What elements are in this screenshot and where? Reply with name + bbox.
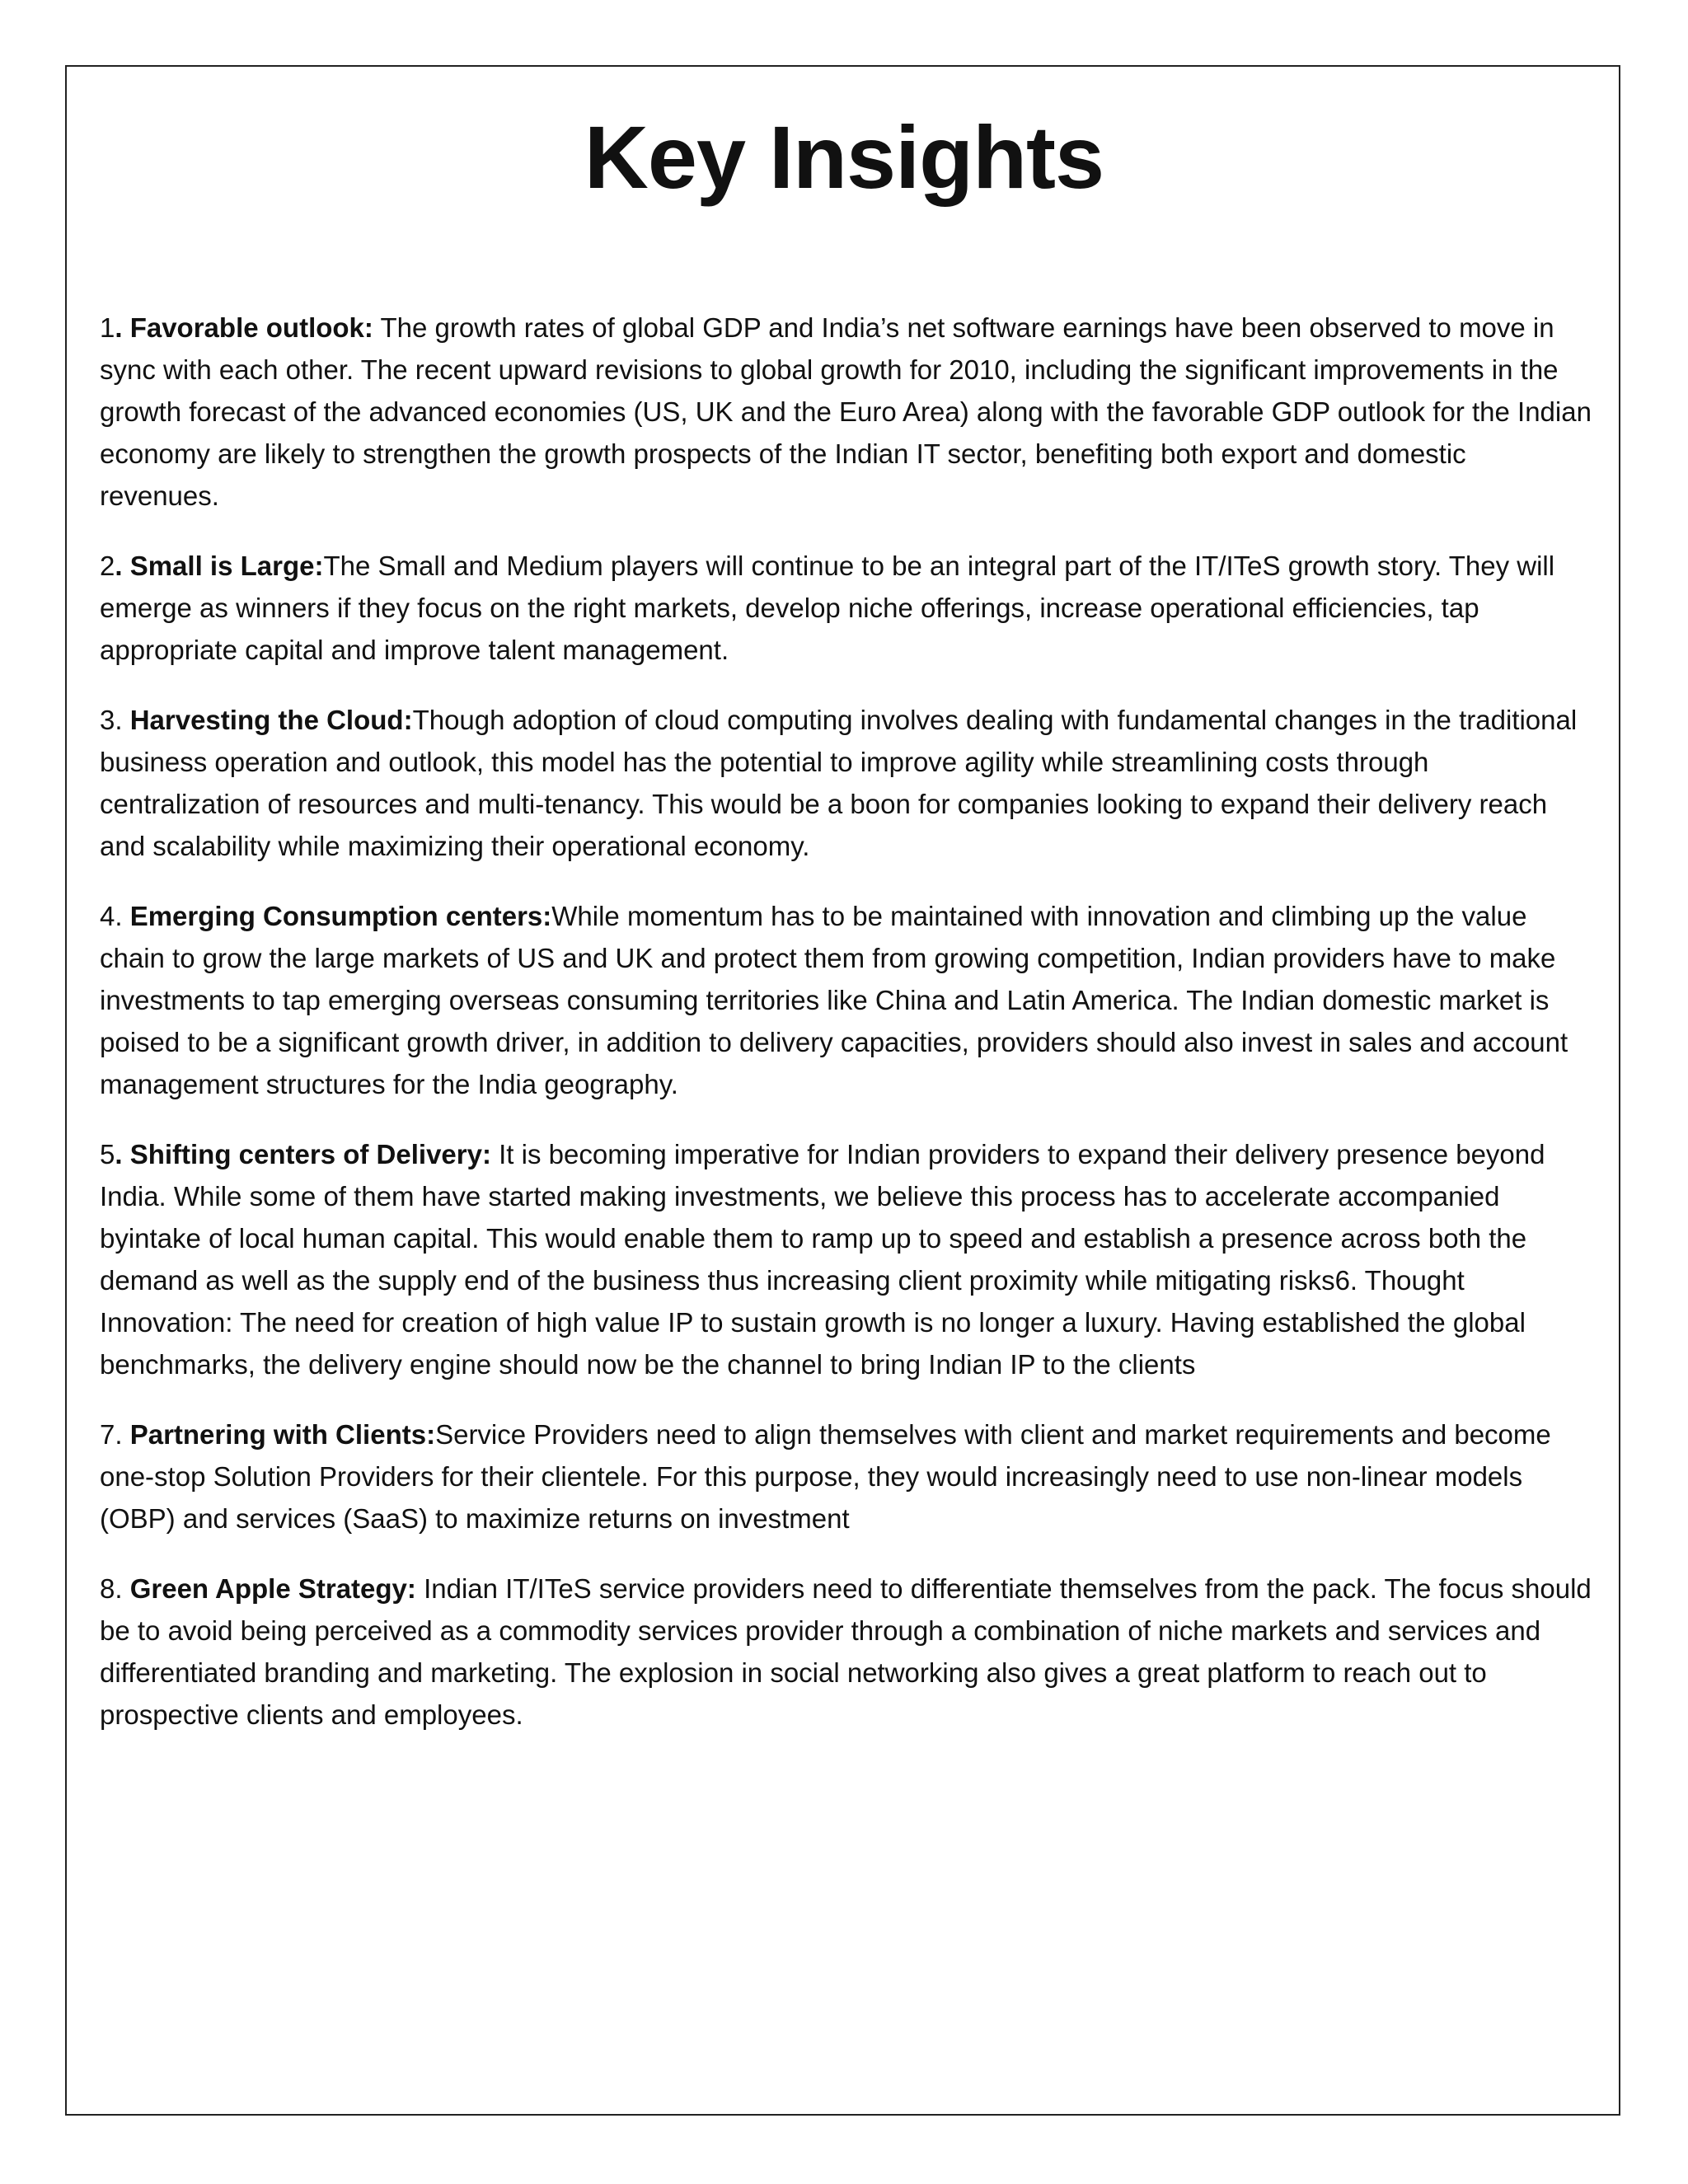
insights-list <box>100 307 1592 1764</box>
insight-item-shifting-centers-of-delivery <box>100 1133 1592 1385</box>
insight-body: While momentum has to be maintained with innovation and climbing up the value chain to grow the large markets of US and UK and protect them from growing competition, Indian providers have to make investments to tap emerging overseas consuming territories like China and Latin America. The Indian domestic market is poised to be a significant growth driver, in addition to delivery capacities, providers should also invest in sales and account management structures for the India geography. <box>100 901 1568 1099</box>
insight-item-small-is-large <box>100 545 1592 671</box>
insight-item-green-apple-strategy <box>100 1568 1592 1736</box>
insight-number: 4. <box>100 901 130 931</box>
insight-item-partnering-with-clients <box>100 1413 1592 1540</box>
insight-heading: . Shifting centers of Delivery: <box>115 1139 491 1169</box>
insight-number: 3. <box>100 705 130 735</box>
insight-heading: Harvesting the Cloud: <box>129 705 413 735</box>
insight-heading: . Small is Large: <box>115 551 324 581</box>
insight-number: 1 <box>100 312 115 343</box>
insight-heading: Green Apple Strategy: <box>129 1573 416 1604</box>
insight-body: It is becoming imperative for Indian providers to expand their delivery presence beyond India. While some of them have started making investments, we believe this process has to accelerate accompanied byintake of local human capital. This would enable them to ramp up to speed and establish a presence across both the demand as well as the supply end of the business thus increasing client proximity while mitigating risks6. Thought Innovation: The need for creation of high value IP to sustain growth is no longer a luxury. Having established the global benchmarks, the delivery engine should now be the channel to bring Indian IP to the clients <box>100 1139 1545 1380</box>
insight-number: 2 <box>100 551 115 581</box>
insight-number: 5 <box>100 1139 115 1169</box>
insight-item-favorable-outlook <box>100 307 1592 517</box>
insight-body: The growth rates of global GDP and India’s net software earnings have been observed to move in sync with each other. The recent upward revisions to global growth for 2010, including the significant improvements in the growth forecast of the advanced economies (US, UK and the Euro Area) along with the favorable GDP outlook for the Indian economy are likely to strengthen the growth prospects of the Indian IT sector, benefiting both export and domestic revenues. <box>100 312 1592 511</box>
insight-heading: Partnering with Clients: <box>129 1419 436 1450</box>
page-title: Key Insights <box>584 107 1104 207</box>
insight-body: The Small and Medium players will continue to be an integral part of the IT/ITeS growth story. They will emerge as winners if they focus on the right markets, develop niche offerings, increase operational efficiencies, tap appropriate capital and improve talent management. <box>100 551 1555 665</box>
insight-item-harvesting-the-cloud <box>100 699 1592 867</box>
insight-body: Though adoption of cloud computing involves dealing with fundamental changes in the traditional business operation and outlook, this model has the potential to improve agility while streamlining costs through centralization of resources and multi-tenancy. This would be a boon for companies looking to expand their delivery reach and scalability while maximizing their operational economy. <box>100 705 1578 861</box>
insight-heading: Emerging Consumption centers: <box>129 901 552 931</box>
insight-body: Indian IT/ITeS service providers need to differentiate themselves from the pack. The focus should be to avoid being perceived as a commodity services provider through a combination of niche markets and services and differentiated branding and marketing. The explosion in social networking also gives a great platform to reach out to prospective clients and employees. <box>100 1573 1592 1730</box>
insight-heading: . Favorable outlook: <box>115 312 373 343</box>
insight-number: 7. <box>100 1419 130 1450</box>
insight-body: Service Providers need to align themselves with client and market requirements and become one-stop Solution Providers for their clientele. For this purpose, they would increasingly need to use non-linear models (OBP) and services (SaaS) to maximize returns on investment <box>100 1419 1551 1534</box>
insight-number: 8. <box>100 1573 130 1604</box>
insight-item-emerging-consumption-centers <box>100 895 1592 1105</box>
